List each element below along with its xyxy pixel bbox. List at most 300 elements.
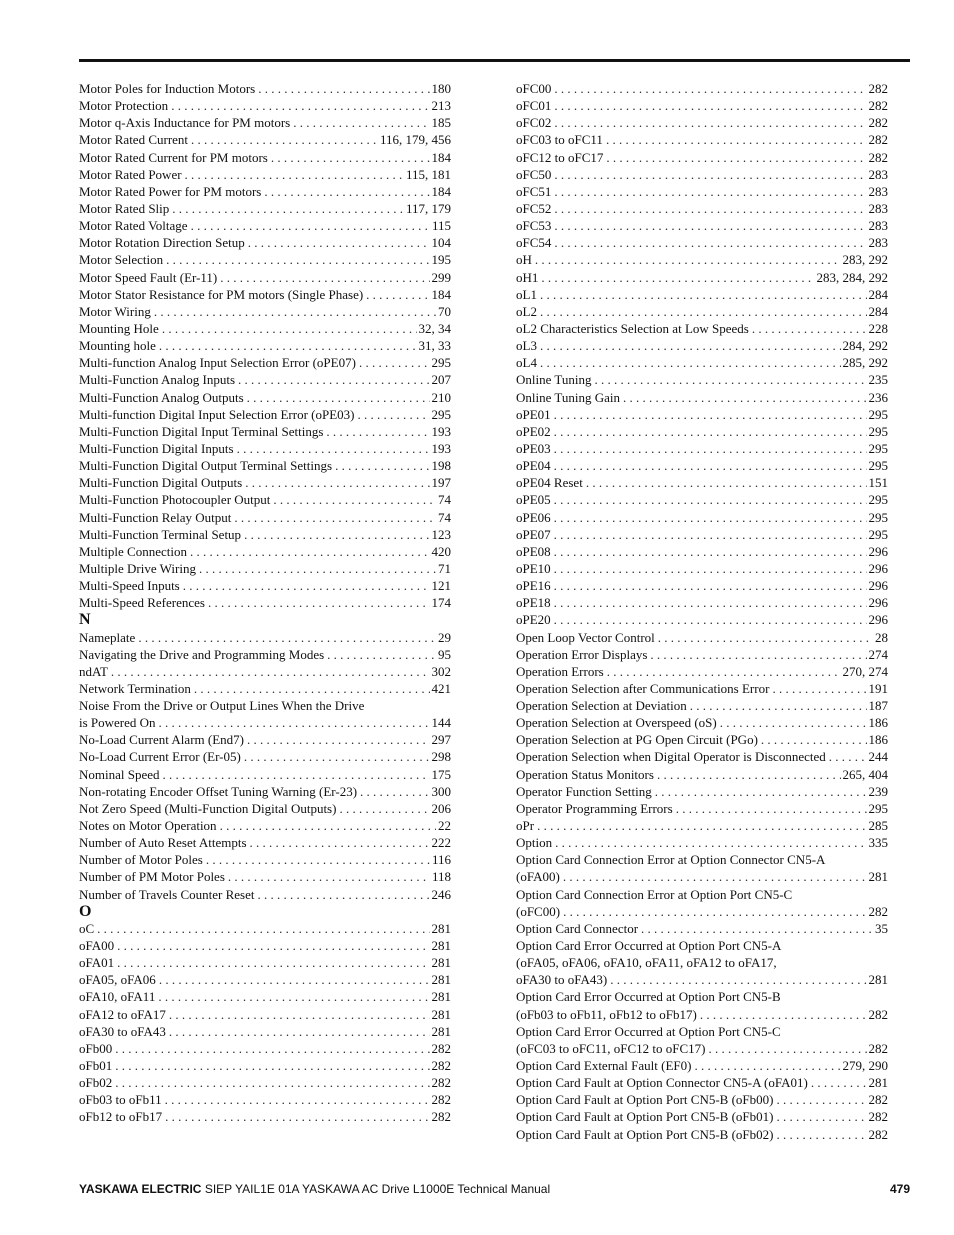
index-entry <box>79 731 451 748</box>
dot-leader <box>172 200 404 217</box>
index-entry <box>516 543 888 560</box>
dot-leader <box>554 611 867 628</box>
entry-term: Operation Status Monitors <box>516 766 654 782</box>
dot-leader <box>657 766 841 783</box>
entry-page-refs: 32, 34 <box>418 320 451 336</box>
entry-page-refs: 302 <box>431 663 451 679</box>
index-entry <box>516 269 888 286</box>
dot-leader <box>247 731 430 748</box>
index-entry <box>79 269 451 286</box>
index-entry <box>79 851 451 868</box>
dot-leader <box>586 474 867 491</box>
dot-leader <box>165 1108 429 1125</box>
entry-term: Option Card Fault at Option Port CN5-B (oFb01) <box>516 1109 774 1125</box>
dot-leader <box>115 1057 429 1074</box>
group-err-c-line2 <box>516 1040 888 1057</box>
entry-page-refs: 198 <box>431 458 451 474</box>
dot-leader <box>700 1006 867 1023</box>
entry-page-refs: 282 <box>431 1058 451 1074</box>
index-entry <box>516 166 888 183</box>
entry-term: Option Card Fault at Option Port CN5-B (oFb02) <box>516 1126 774 1142</box>
dot-leader <box>257 886 429 903</box>
index-entry <box>79 491 451 508</box>
index-entry <box>79 1006 451 1023</box>
dot-leader <box>220 817 436 834</box>
group-o-entries-right-b <box>516 1057 888 1143</box>
entry-term: Nameplate <box>79 629 136 645</box>
index-entry <box>79 886 451 903</box>
entry-term: Motor Protection <box>79 98 169 114</box>
index-entry <box>79 371 451 388</box>
entry-term: Non-rotating Encoder Offset Tuning Warning (Er-23) <box>79 783 358 799</box>
dot-leader <box>220 269 429 286</box>
entry-page-refs: 144 <box>431 715 451 731</box>
entry-term: oFC00 <box>516 81 552 96</box>
entry-term: Operation Error Displays <box>516 646 648 662</box>
index-entry <box>79 80 451 97</box>
entry-term: Multi-Function Photocoupler Output <box>79 492 271 508</box>
index-entry <box>79 440 451 457</box>
index-entry <box>79 971 451 988</box>
index-entry <box>516 1108 888 1125</box>
dot-leader <box>165 1091 430 1108</box>
dot-leader <box>244 748 430 765</box>
group-cn5c-line2 <box>516 903 888 920</box>
dot-leader <box>271 149 430 166</box>
entry-term: oFC12 to oFC17 <box>516 149 604 165</box>
group-err-a-line3 <box>516 971 888 988</box>
entry-page-refs: 300 <box>431 783 451 799</box>
index-entry-continued: Option Card Error Occurred at Option Port CN5-C <box>516 1023 781 1039</box>
entry-term: Network Termination <box>79 680 191 696</box>
dot-leader <box>709 1040 867 1057</box>
entry-page-refs: 206 <box>431 800 451 816</box>
entry-term: Motor Rated Current <box>79 132 189 148</box>
dot-leader <box>554 440 867 457</box>
entry-page-refs: 184 <box>431 183 451 199</box>
index-entry <box>516 200 888 217</box>
index-entry <box>79 680 451 697</box>
entry-term: oFA30 to oFA43 <box>79 1023 166 1039</box>
entry-term: ndAT <box>79 663 108 679</box>
dot-leader <box>245 474 429 491</box>
entry-page-refs: 121 <box>431 578 451 594</box>
dot-leader <box>237 440 430 457</box>
entry-term: Motor Rated Power <box>79 166 182 182</box>
index-entry <box>79 183 451 200</box>
index-entry <box>79 166 451 183</box>
entry-term: Multiple Connection <box>79 543 187 559</box>
entry-term: is Powered On <box>79 715 156 731</box>
entry-term: Motor Rated Voltage <box>79 218 188 234</box>
entry-page-refs: 180 <box>431 81 451 96</box>
entry-page-refs: 28 <box>875 629 888 645</box>
index-entry <box>79 920 451 937</box>
index-entry <box>79 560 451 577</box>
dot-leader <box>183 577 430 594</box>
entry-page-refs: 335 <box>868 835 888 851</box>
dot-leader <box>159 337 417 354</box>
entry-term: Multi-Function Analog Inputs <box>79 372 235 388</box>
entry-page-refs: 187 <box>868 698 888 714</box>
dot-leader <box>163 766 430 783</box>
entry-term: oPE18 <box>516 595 551 611</box>
entry-term: oPE01 <box>516 406 551 422</box>
dot-leader <box>554 491 867 508</box>
entry-term: Multi-Function Digital Outputs <box>79 475 243 491</box>
index-entry <box>516 234 888 251</box>
entry-term: Motor Selection <box>79 252 164 268</box>
entry-term: (oFC03 to oFC11, oFC12 to oFC17) <box>516 1040 706 1056</box>
dot-leader <box>650 646 866 663</box>
entry-term: oFA10, oFA11 <box>79 989 156 1005</box>
dot-leader <box>554 234 866 251</box>
entry-page-refs: 282 <box>431 1092 451 1108</box>
dot-leader <box>293 114 429 131</box>
index-entry <box>79 766 451 783</box>
index-entry-continued: Option Card Connection Error at Option Port CN5-C <box>516 886 793 902</box>
index-entry <box>516 286 888 303</box>
index-entry-continued: Noise From the Drive or Output Lines When the Drive <box>79 698 365 714</box>
dot-leader <box>761 731 867 748</box>
index-entry <box>79 354 451 371</box>
entry-page-refs: 74 <box>438 509 451 525</box>
entry-page-refs: 295 <box>868 440 888 456</box>
index-entry <box>516 1126 888 1143</box>
entry-term: Multi-function Analog Input Selection Error (oPE07) <box>79 355 356 371</box>
entry-page-refs: 285, 292 <box>842 355 888 371</box>
dot-leader <box>554 80 866 97</box>
entry-term: Motor Speed Fault (Er-11) <box>79 269 218 285</box>
index-entry <box>79 97 451 114</box>
index-entry <box>79 337 451 354</box>
index-entry <box>79 663 451 680</box>
index-entry <box>79 1091 451 1108</box>
dot-leader <box>537 817 866 834</box>
entry-page-refs: 71 <box>438 560 451 576</box>
index-entry <box>516 474 888 491</box>
entry-page-refs: 270, 274 <box>842 663 888 679</box>
dot-leader <box>234 509 436 526</box>
index-entry <box>516 337 888 354</box>
entry-page-refs: 31, 33 <box>418 338 451 354</box>
entry-term: Number of Travels Counter Reset <box>79 886 255 902</box>
dot-leader <box>138 629 436 646</box>
dot-leader <box>554 509 867 526</box>
entry-term: Nominal Speed <box>79 766 160 782</box>
index-entry <box>516 868 888 885</box>
dot-leader <box>554 526 867 543</box>
index-entry <box>516 80 888 97</box>
index-entry <box>516 97 888 114</box>
index-entry <box>516 440 888 457</box>
entry-term: Multi-Speed Inputs <box>79 578 180 594</box>
entry-term: Motor Rated Power for PM motors <box>79 183 262 199</box>
entry-term: Multi-Function Terminal Setup <box>79 526 242 542</box>
index-entry <box>79 457 451 474</box>
index-entry <box>79 320 451 337</box>
entry-term: Open Loop Vector Control <box>516 629 655 645</box>
index-entry-continued: (oFA05, oFA06, oFA10, oFA11, oFA12 to oFA17, <box>516 955 777 971</box>
entry-term: (oFA00) <box>516 869 560 885</box>
dot-leader <box>595 371 867 388</box>
dot-leader <box>326 423 429 440</box>
dot-leader <box>555 834 866 851</box>
entry-page-refs: 193 <box>431 440 451 456</box>
entry-term: Mounting Hole <box>79 320 159 336</box>
entry-term: Operation Selection at Overspeed (oS) <box>516 715 717 731</box>
index-entry <box>516 663 888 680</box>
entry-page-refs: 116, 179, 456 <box>379 132 451 148</box>
entry-page-refs: 236 <box>868 389 888 405</box>
index-entry <box>516 320 888 337</box>
index-entry <box>516 1006 888 1023</box>
entry-term: Multi-Function Analog Outputs <box>79 389 244 405</box>
entry-term: Multi-Speed References <box>79 595 205 611</box>
index-entry <box>79 937 451 954</box>
entry-page-refs: 104 <box>431 235 451 251</box>
entry-term: oPE06 <box>516 509 551 525</box>
group-n-entries-b <box>79 731 451 902</box>
index-entry <box>79 594 451 611</box>
top-rule <box>79 59 910 62</box>
dot-leader <box>776 1126 866 1143</box>
dot-leader <box>159 714 430 731</box>
entry-page-refs: 282 <box>868 1126 888 1142</box>
entry-term: Operation Selection at Deviation <box>516 698 687 714</box>
dot-leader <box>540 303 867 320</box>
entry-page-refs: 197 <box>431 475 451 491</box>
group-o-entries-right-a <box>516 80 888 851</box>
entry-term: Motor Rotation Direction Setup <box>79 235 245 251</box>
index-entry <box>79 286 451 303</box>
dot-leader <box>655 783 867 800</box>
entry-term: Number of Motor Poles <box>79 852 203 868</box>
dot-leader <box>166 251 429 268</box>
entry-term: Option Card External Fault (EF0) <box>516 1058 692 1074</box>
entry-page-refs: 284 <box>868 286 888 302</box>
entry-term: Not Zero Speed (Multi-Function Digital Outputs) <box>79 800 337 816</box>
entry-page-refs: 35 <box>875 920 888 936</box>
index-entry-continued: Option Card Error Occurred at Option Port CN5-B <box>516 989 781 1005</box>
index-entry <box>516 457 888 474</box>
entry-term: Operation Selection when Digital Operator is Disconnected <box>516 749 826 765</box>
group-m-entries <box>79 80 451 611</box>
index-entry <box>79 217 451 234</box>
index-entry <box>79 543 451 560</box>
dot-leader <box>554 457 867 474</box>
dot-leader <box>752 320 867 337</box>
entry-page-refs: 421 <box>431 680 451 696</box>
entry-page-refs: 283 <box>868 166 888 182</box>
entry-page-refs: 282 <box>431 1040 451 1056</box>
dot-leader <box>360 783 429 800</box>
entry-page-refs: 175 <box>431 766 451 782</box>
dot-leader <box>194 680 430 697</box>
entry-page-refs: 295 <box>868 423 888 439</box>
index-entry <box>516 491 888 508</box>
dot-leader <box>540 286 867 303</box>
entry-page-refs: 213 <box>431 98 451 114</box>
dot-leader <box>248 234 430 251</box>
dot-leader <box>623 389 866 406</box>
dot-leader <box>776 1108 866 1125</box>
dot-leader <box>339 800 429 817</box>
entry-page-refs: 123 <box>431 526 451 542</box>
entry-term: oL1 <box>516 286 537 302</box>
index-entry-continued: Option Card Error Occurred at Option Port CN5-A <box>516 938 782 954</box>
entry-term: oPE08 <box>516 543 551 559</box>
entry-term: oFC02 <box>516 115 552 131</box>
index-entry <box>79 800 451 817</box>
dot-leader <box>250 834 430 851</box>
entry-term: oFC51 <box>516 183 552 199</box>
index-entry <box>79 1057 451 1074</box>
entry-page-refs: 282 <box>431 1075 451 1091</box>
index-entry <box>516 1040 888 1057</box>
entry-page-refs: 115, 181 <box>405 166 451 182</box>
dot-leader <box>258 80 429 97</box>
index-entry <box>516 903 888 920</box>
dot-leader <box>829 748 867 765</box>
entry-page-refs: 282 <box>868 1109 888 1125</box>
entry-page-refs: 279, 290 <box>842 1058 888 1074</box>
entry-page-refs: 186 <box>868 732 888 748</box>
entry-page-refs: 274 <box>868 646 888 662</box>
dot-leader <box>111 663 430 680</box>
entry-term: (oFC00) <box>516 903 561 919</box>
entry-page-refs: 244 <box>868 749 888 765</box>
entry-page-refs: 116 <box>431 852 451 868</box>
entry-term: Operator Programming Errors <box>516 800 673 816</box>
dot-leader <box>554 594 867 611</box>
entry-term: (oFb03 to oFb11, oFb12 to oFb17) <box>516 1006 697 1022</box>
group-n-entries-a <box>79 629 451 698</box>
entry-page-refs: 296 <box>868 560 888 576</box>
entry-page-refs: 283 <box>868 200 888 216</box>
entry-page-refs: 29 <box>438 629 451 645</box>
index-entry <box>516 423 888 440</box>
entry-page-refs: 298 <box>431 749 451 765</box>
index-entry <box>79 1074 451 1091</box>
entry-page-refs: 285 <box>868 818 888 834</box>
entry-term: Multi-Function Digital Output Terminal Settings <box>79 458 333 474</box>
entry-page-refs: 282 <box>868 81 888 96</box>
entry-page-refs: 210 <box>431 389 451 405</box>
entry-term: oFb02 <box>79 1075 113 1091</box>
entry-page-refs: 296 <box>868 543 888 559</box>
dot-leader <box>159 971 430 988</box>
entry-page-refs: 295 <box>868 406 888 422</box>
dot-leader <box>264 183 429 200</box>
entry-term: Operator Function Setting <box>516 783 652 799</box>
index-entry <box>79 868 451 885</box>
entry-page-refs: 282 <box>868 149 888 165</box>
dot-leader <box>554 200 866 217</box>
index-entry <box>79 988 451 1005</box>
entry-term: oL3 <box>516 338 537 354</box>
dot-leader <box>366 286 429 303</box>
index-entry <box>79 577 451 594</box>
entry-page-refs: 299 <box>431 269 451 285</box>
entry-term: oPE04 <box>516 458 551 474</box>
entry-page-refs: 282 <box>868 903 888 919</box>
entry-page-refs: 282 <box>868 1006 888 1022</box>
entry-term: oFb00 <box>79 1040 113 1056</box>
dot-leader <box>563 868 867 885</box>
dot-leader <box>554 97 866 114</box>
entry-page-refs: 283, 292 <box>842 252 888 268</box>
entry-page-refs: 282 <box>868 132 888 148</box>
dot-leader <box>117 937 429 954</box>
entry-term: oFb01 <box>79 1058 113 1074</box>
group-noise-line2 <box>79 714 451 731</box>
dot-leader <box>540 354 841 371</box>
dot-leader <box>541 269 814 286</box>
dot-leader <box>606 131 867 148</box>
entry-page-refs: 281 <box>868 972 888 988</box>
entry-term: Motor Rated Slip <box>79 200 170 216</box>
entry-page-refs: 235 <box>868 372 888 388</box>
entry-term: Online Tuning <box>516 372 592 388</box>
entry-page-refs: 281 <box>868 869 888 885</box>
index-entry <box>516 389 888 406</box>
dot-leader <box>772 680 866 697</box>
dot-leader <box>606 149 866 166</box>
dot-leader <box>554 166 866 183</box>
dot-leader <box>208 594 430 611</box>
index-entry <box>516 251 888 268</box>
entry-term: oFA05, oFA06 <box>79 972 156 988</box>
dot-leader <box>247 389 430 406</box>
dot-leader <box>720 714 867 731</box>
entry-term: oPE02 <box>516 423 551 439</box>
index-entry <box>79 149 451 166</box>
index-entry <box>516 783 888 800</box>
dot-leader <box>535 251 841 268</box>
dot-leader <box>199 560 436 577</box>
entry-term: Number of Auto Reset Attempts <box>79 835 247 851</box>
entry-page-refs: 295 <box>431 406 451 422</box>
entry-page-refs: 295 <box>868 492 888 508</box>
dot-leader <box>676 800 867 817</box>
entry-page-refs: 184 <box>431 149 451 165</box>
index-entry <box>79 389 451 406</box>
entry-page-refs: 281 <box>431 955 451 971</box>
entry-term: oFC01 <box>516 98 552 114</box>
index-entry <box>516 714 888 731</box>
entry-term: oPE04 Reset <box>516 475 583 491</box>
entry-page-refs: 284, 292 <box>842 338 888 354</box>
entry-page-refs: 207 <box>431 372 451 388</box>
dot-leader <box>540 337 841 354</box>
group-cn5a-line2 <box>516 868 888 885</box>
group-o-entries <box>79 920 451 1126</box>
dot-leader <box>327 646 436 663</box>
entry-page-refs: 420 <box>431 543 451 559</box>
entry-term: oL2 <box>516 303 537 319</box>
dot-leader <box>190 543 430 560</box>
index-entry <box>516 1091 888 1108</box>
dot-leader <box>641 920 873 937</box>
page-footer <box>79 1182 910 1196</box>
group-err-b-line2 <box>516 1006 888 1023</box>
entry-term: Multi-Function Relay Output <box>79 509 232 525</box>
footer-brand: YASKAWA ELECTRIC <box>79 1182 202 1196</box>
index-entry <box>516 509 888 526</box>
entry-page-refs: 70 <box>438 303 451 319</box>
index-entry <box>516 183 888 200</box>
